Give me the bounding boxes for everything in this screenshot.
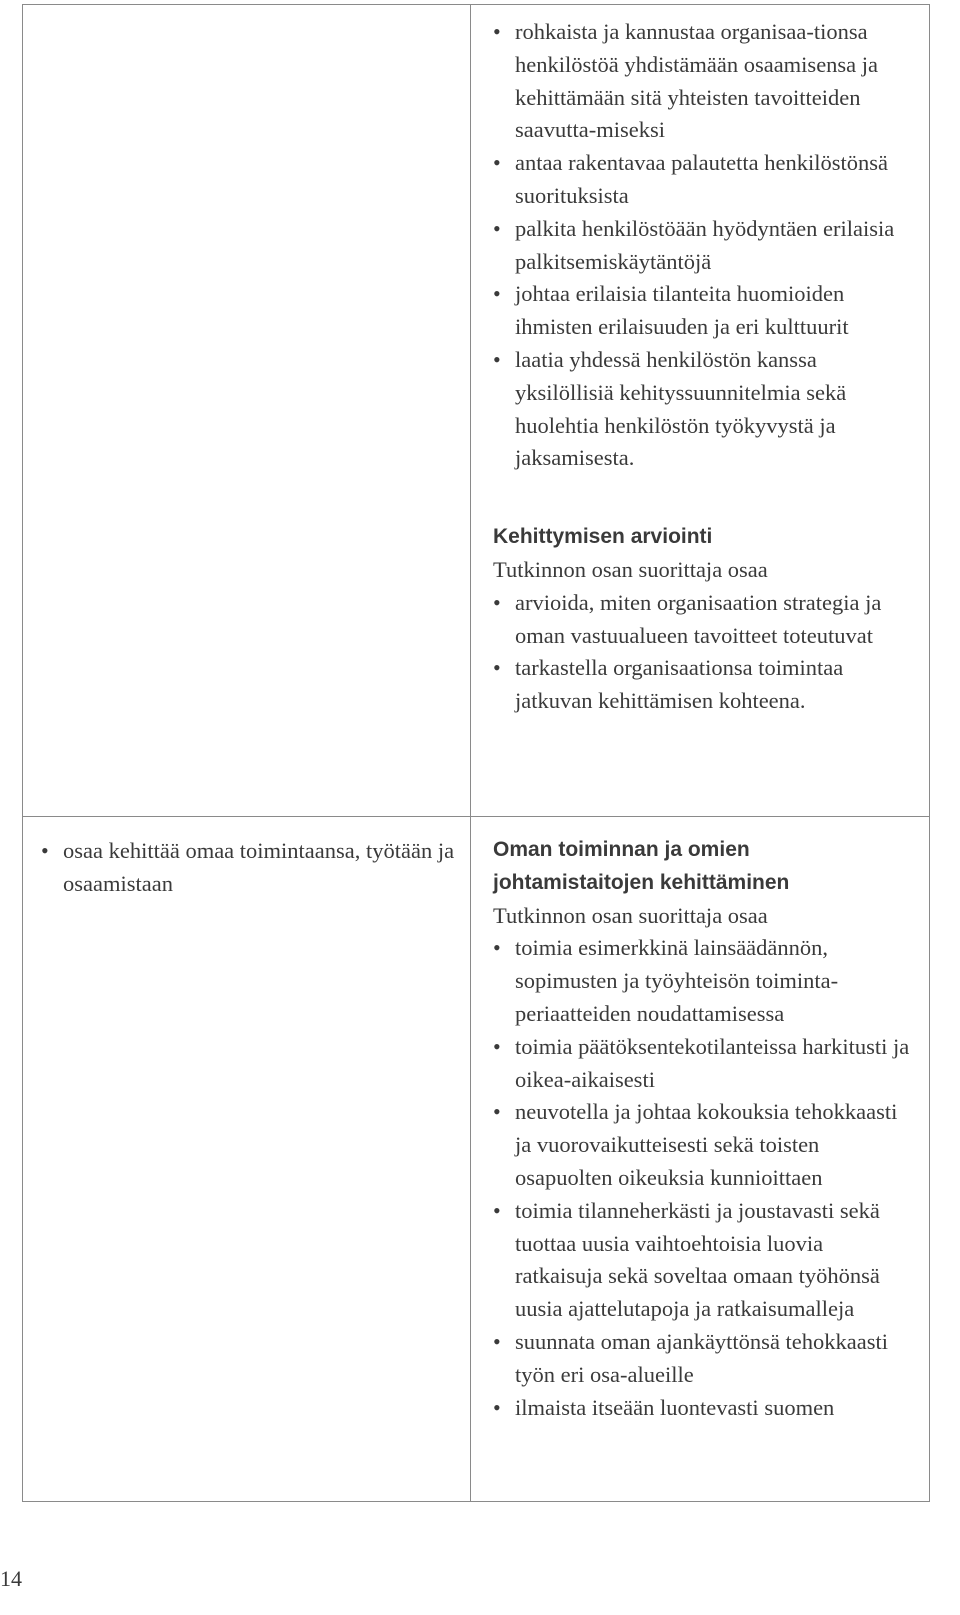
content-table [22,4,930,1502]
list-item: • palkita henkilöstöään hyödyntäen erilaisia palkitsemiskäytäntöjä [493,213,915,279]
right-cell-bottom [471,817,930,1502]
goal-list [41,835,460,901]
section-heading: Oman toiminnan ja omien johtamistaitojen kehittäminen [493,838,790,894]
development-list [493,932,915,1424]
list-item: • toimia esimerkkinä lainsäädännön, sopimusten ja työyhteisön toiminta-periaatteiden noudattamisessa [493,932,915,1030]
table-row [23,817,930,1502]
list-item: • ilmaista itseään luontevasti suomen [493,1392,915,1425]
list-item: • johtaa erilaisia tilanteita huomioiden ihmisten erilaisuuden ja eri kulttuurit [493,278,915,344]
section-heading: Kehittymisen arviointi [493,525,713,549]
list-item: • toimia tilanneherkästi ja joustavasti sekä tuottaa uusia vaihtoehtoisia luovia ratkaisuja sekä soveltaa omaan työhönsä uusia ajattelutapoja ja ratkaisumalleja [493,1195,915,1326]
page-number: 14 [0,1566,22,1591]
right-cell-top [471,5,930,817]
list-item: • tarkastella organisaationsa toimintaa jatkuvan kehittämisen kohteena. [493,652,915,718]
evaluation-section [493,521,915,718]
list-item: • rohkaista ja kannustaa organisaa-tionsa henkilöstöä yhdistämään osaamisensa ja kehittämään sitä yhteisten tavoitteiden saavutta-miseksi [493,16,915,147]
section-intro: Tutkinnon osan suorittaja osaa [493,902,768,928]
skills-list [493,16,915,475]
list-item: • arvioida, miten organisaation strategia ja oman vastuualueen tavoitteet toteutuvat [493,587,915,653]
left-cell-empty [23,5,471,817]
list-item: • antaa rakentavaa palautetta henkilöstönsä suorituksista [493,147,915,213]
list-item: • toimia päätöksentekotilanteissa harkitusti ja oikea-aikaisesti [493,1031,915,1097]
list-item: • laatia yhdessä henkilöstön kanssa yksilöllisiä kehityssuunnitelmia sekä huolehtia henkilöstön työkyvystä ja jaksamisesta. [493,344,915,475]
list-item: • suunnata oman ajankäyttönsä tehokkaasti työn eri osa-alueille [493,1326,915,1392]
list-item: • neuvotella ja johtaa kokouksia tehokkaasti ja vuorovaikutteisesti sekä toisten osapuolten oikeuksia kunnioittaen [493,1096,915,1194]
evaluation-list [493,587,915,718]
left-cell-goal [23,817,471,1502]
table-row [23,5,930,817]
section-intro: Tutkinnon osan suorittaja osaa [493,556,768,582]
list-item: • osaa kehittää omaa toimintaansa, työtään ja osaamistaan [41,835,460,901]
